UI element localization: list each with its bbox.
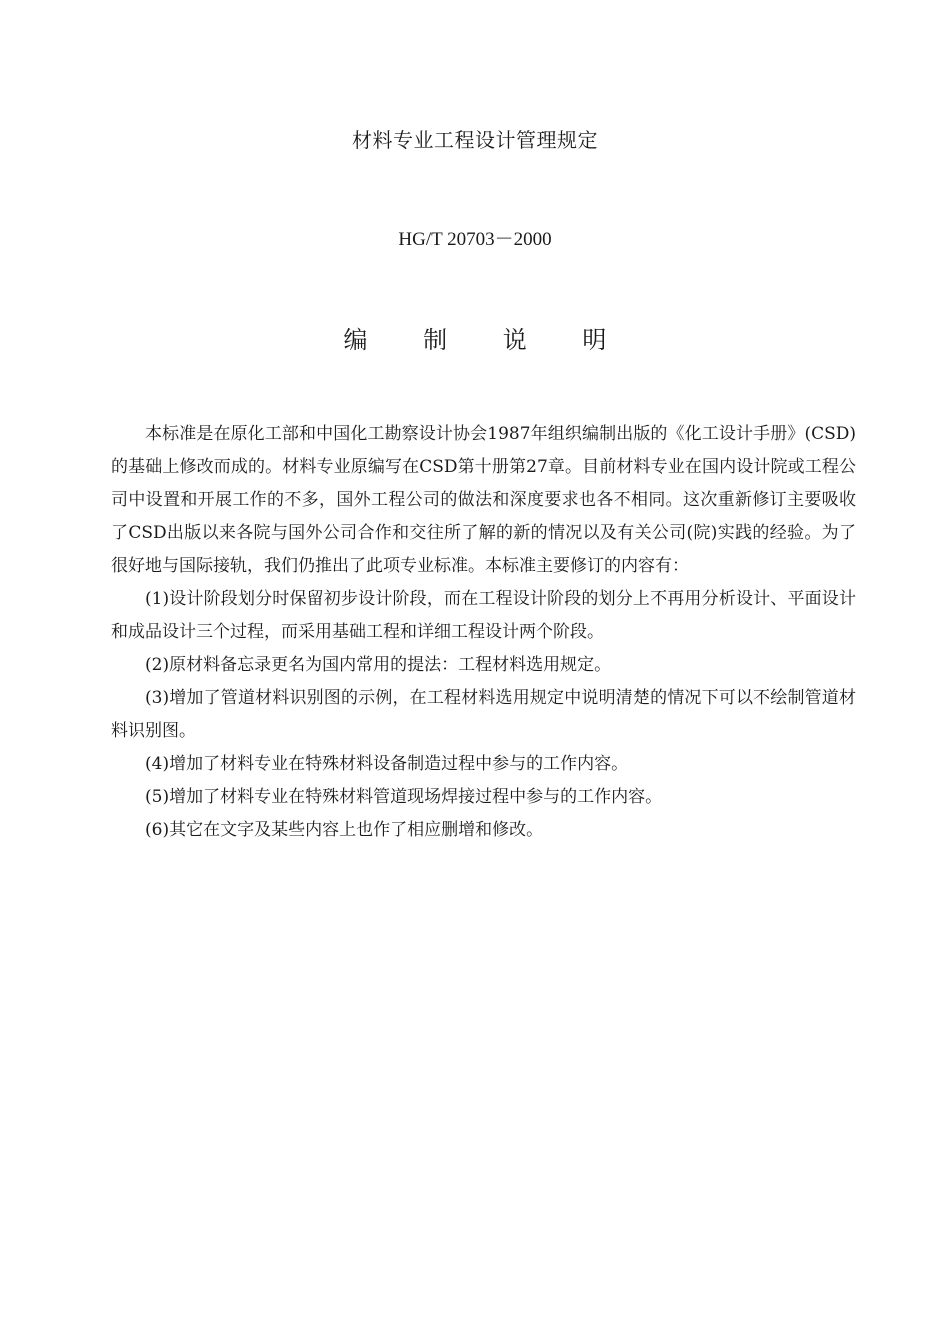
intro-paragraph: 本标准是在原化工部和中国化工勘察设计协会1987年组织编制出版的《化工设计手册》(CSD)的基础上修改而成的。材料专业原编写在CSD第十册第27章。目前材料专业在国内设计院或工程公司中设置和开展工作的不多，国外工程公司的做法和深度要求也各不相同。这次重新修订主要吸收了CSD出版以来各院与国外公司合作和交往所了解的新的情况以及有关公司(院)实践的经验。为了很好地与国际接轨，我们仍推出了此项专业标准。本标准主要修订的内容有： bbox=[111, 424, 856, 576]
revision-item-2: (2)原材料备忘录更名为国内常用的提法：工程材料选用规定。 bbox=[145, 655, 612, 675]
revision-item-4: (4)增加了材料专业在特殊材料设备制造过程中参与的工作内容。 bbox=[145, 754, 629, 774]
section-heading: 编 制 说 明 bbox=[343, 326, 631, 354]
revision-item-1: (1)设计阶段划分时保留初步设计阶段，而在工程设计阶段的划分上不再用分析设计、平面设计和成品设计三个过程，而采用基础工程和详细工程设计两个阶段。 bbox=[111, 589, 856, 642]
revision-item-6: (6)其它在文字及某些内容上也作了相应删增和修改。 bbox=[145, 820, 544, 840]
revision-item-3: (3)增加了管道材料识别图的示例，在工程材料选用规定中说明清楚的情况下可以不绘制管道材料识别图。 bbox=[111, 688, 856, 741]
document-title: 材料专业工程设计管理规定 bbox=[352, 128, 598, 152]
standard-number: HG/T 20703－2000 bbox=[398, 229, 552, 250]
body-text bbox=[111, 418, 856, 847]
revision-item-5: (5)增加了材料专业在特殊材料管道现场焊接过程中参与的工作内容。 bbox=[145, 787, 663, 807]
